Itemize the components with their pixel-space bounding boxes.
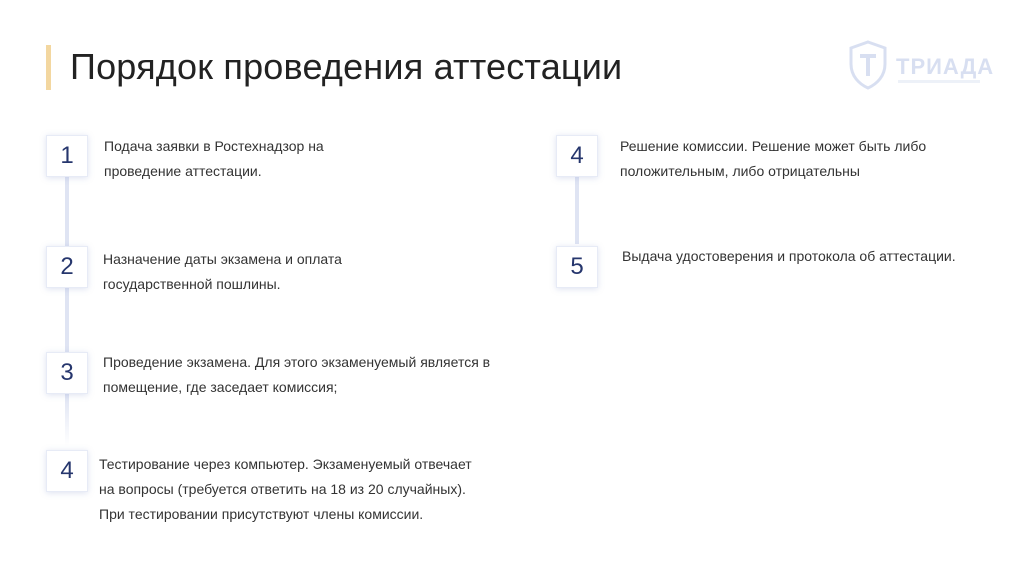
step-connector	[65, 288, 69, 352]
step-text: Проведение экзамена. Для этого экзаменуемый является в помещение, где заседает комиссия;	[103, 354, 491, 395]
step-number: 5	[556, 246, 598, 288]
step-text: Выдача удостоверения и протокола об аттестации.	[622, 248, 956, 264]
logo-text: ТРИАДА	[896, 54, 995, 79]
logo-tagline-line	[898, 80, 980, 83]
title-accent-bar	[46, 45, 51, 90]
step-connector	[65, 394, 69, 446]
shield-icon	[848, 40, 888, 90]
step-number: 4	[556, 135, 598, 177]
step-text: Назначение даты экзамена и оплата государственной пошлины.	[103, 251, 342, 292]
step-number: 4	[46, 450, 88, 492]
step-connector	[575, 176, 579, 244]
step-text: Подача заявки в Ростехнадзор на проведение аттестации.	[104, 138, 324, 179]
step-connector	[65, 176, 69, 246]
step-number: 3	[46, 352, 88, 394]
step-text: Решение комиссии. Решение может быть либо положительным, либо отрицательны	[620, 138, 927, 179]
page-title: Порядок проведения аттестации	[70, 46, 623, 87]
logo	[848, 40, 995, 92]
step-text: Тестирование через компьютер. Экзаменуемый отвечает на вопросы (требуется ответить на 18 из 20 случайных). При тестировании присутствуют члены комиссии.	[99, 456, 472, 522]
step-number: 2	[46, 246, 88, 288]
step-number: 1	[46, 135, 88, 177]
